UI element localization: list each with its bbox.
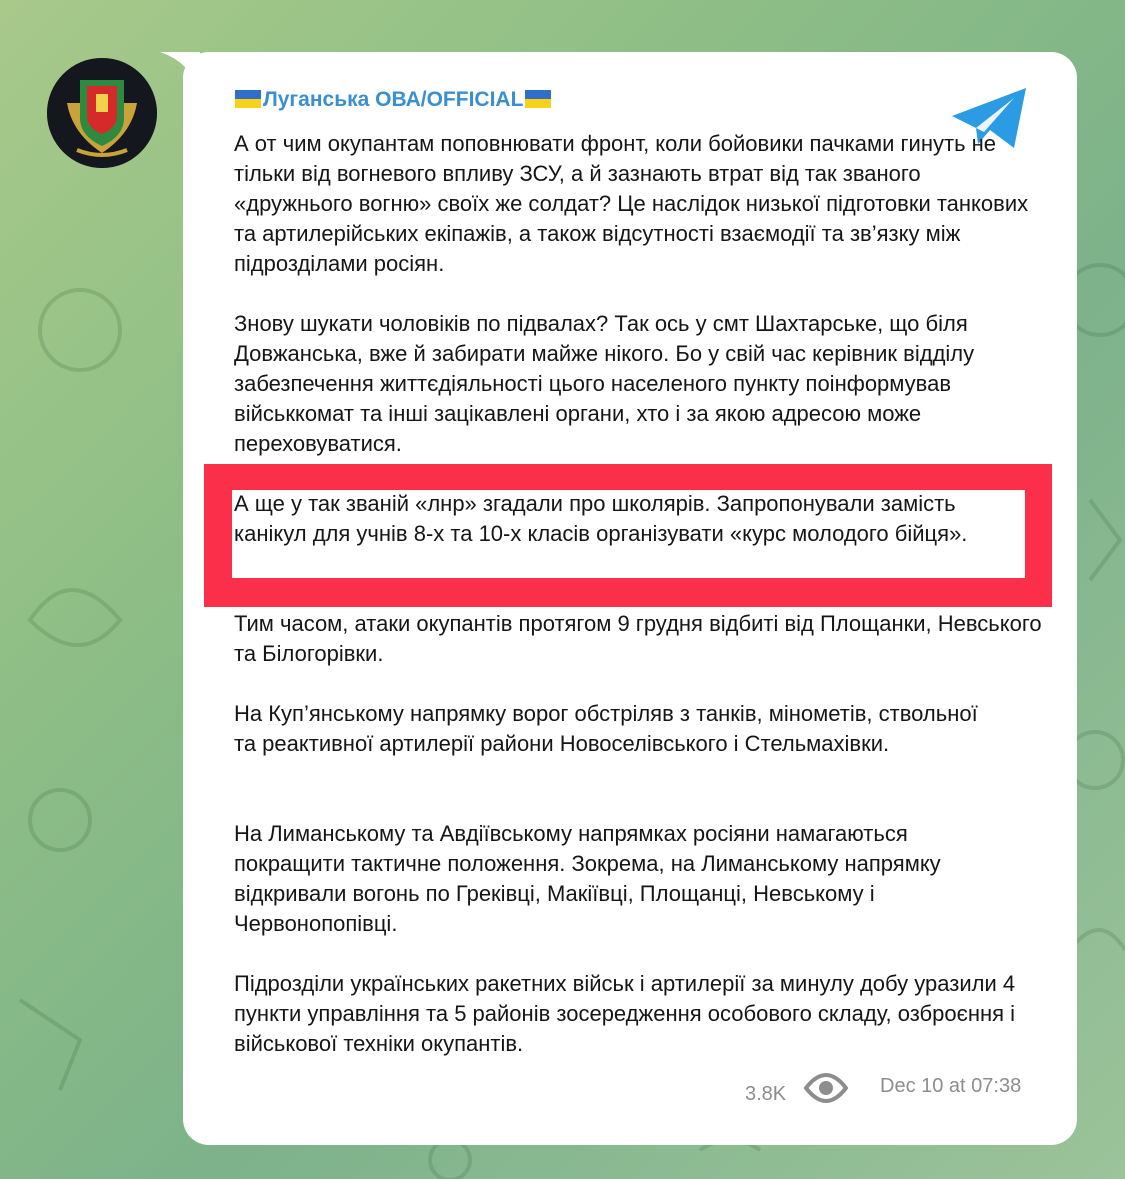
message-paragraph: А от чим окупантам поповнювати фронт, коли бойовики пачками гинуть не тільки від вогневого впливу ЗСУ, а й зазнають втрат від так званого «дружнього вогню» своїх же солдат? Це наслідок низької підготовки танкових та артилерійських екіпажів, а також відсутності взаємодії та зв’язку між підрозділами росіян. xyxy=(234,131,1029,276)
message-paragraph: На Куп’янському напрямку ворог обстріляв з танків, мінометів, ствольної та реактивної артилерії райони Новоселівського і Стельмахівки. xyxy=(234,701,978,756)
message-timestamp: Dec 10 at 07:38 xyxy=(880,1075,1022,1097)
channel-name-text: Луганська ОВА/OFFICIAL xyxy=(263,88,524,111)
view-count: 3.8K xyxy=(745,1083,787,1105)
channel-name[interactable] xyxy=(233,86,553,114)
highlighted-paragraph: А ще у так званій «лнр» згадали про школярів. Запропонували замість канікул для учнів 8-х та 10-х класів організувати «курс молодого бійця». xyxy=(234,491,968,546)
coat-of-arms-icon xyxy=(47,58,157,168)
message-paragraph: Тим часом, атаки окупантів протягом 9 грудня відбиті від Площанки, Невського та Білогорівки. xyxy=(234,611,1042,666)
ukraine-flag-icon xyxy=(525,90,551,108)
eye-icon xyxy=(804,1071,848,1105)
message-paragraph: Підрозділи українських ракетних військ і артилерії за минулу добу уразили 4 пункти управління та 5 районів зосередження особового складу, озброєння і військової техніки окупантів. xyxy=(234,971,1016,1056)
ukraine-flag-icon xyxy=(235,90,261,108)
message-paragraph: Знову шукати чоловіків по підвалах? Так ось у смт Шахтарське, що біля Довжанська, вже й забирати майже нікого. Бо у свій час керівник відділу забезпечення життєдіяльності цього населеного пункту поінформував військкомат та інші зацікавлені органи, хто і за якою адресою може переховуватися. xyxy=(234,311,975,456)
channel-avatar[interactable] xyxy=(47,58,157,168)
message-paragraph: На Лиманському та Авдіївському напрямках росіяни намагаються покращити тактичне положення. Зокрема, на Лиманському напрямку відкривали вогонь по Греківці, Макіївці, Площанці, Невському і Червонопопівці. xyxy=(234,821,941,936)
